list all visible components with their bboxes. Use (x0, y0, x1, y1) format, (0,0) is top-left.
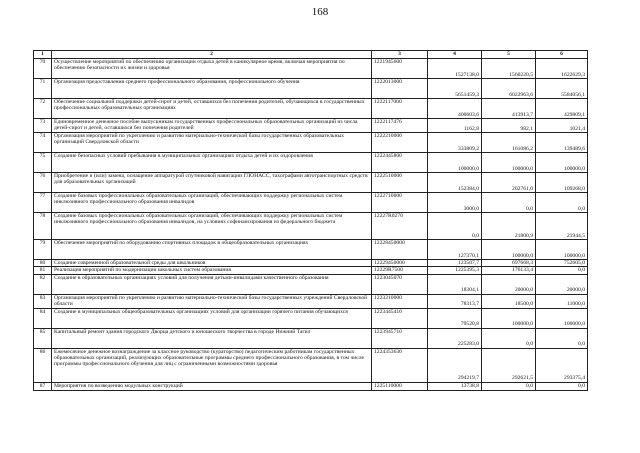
row-value-cell: 1225395,3 (428, 267, 482, 274)
table-row (34, 308, 588, 328)
row-value-cell: 6022963,6 (482, 79, 536, 99)
row-value-cell: 1560220,5 (482, 59, 536, 79)
row-value-cell: 100000,0 (536, 153, 588, 173)
row-value-cell: 100000,0 (482, 240, 536, 260)
row-name-cell: Реализация мероприятий по модернизации школьных систем образования (52, 267, 372, 274)
table-row (34, 260, 588, 267)
row-value-cell: 79520,8 (428, 308, 482, 328)
row-number-cell: 73 (34, 119, 52, 133)
row-name-cell: Создание безопасных условий пребывания в муниципальных организациях отдыха детей и их оздоровления (52, 153, 372, 173)
row-code-cell: 1225110000 (372, 382, 428, 390)
row-value-cell: 292621,5 (482, 348, 536, 382)
header-cell: 1 (34, 51, 52, 59)
table-row (34, 267, 588, 274)
row-number-cell: 70 (34, 59, 52, 79)
table-row (34, 382, 588, 390)
row-code-cell: 1223945710 (372, 328, 428, 348)
row-value-cell: 5651459,3 (428, 79, 482, 99)
row-value-cell: 100000,0 (482, 153, 536, 173)
row-code-cell: 1222117000 (372, 99, 428, 119)
row-name-cell: Создание в образовательных организациях условий для получения детьми-инвалидами качественного образования (52, 274, 372, 294)
row-value-cell: 176133,4 (482, 267, 536, 274)
row-value-cell: 139489,6 (536, 133, 588, 153)
row-value-cell: 333809,2 (428, 133, 482, 153)
row-name-cell: Обеспечение социальной поддержки детей-сирот и детей, оставшихся без попечения родителей, обучающихся в государственных профессиональных образовательных организациях (52, 99, 372, 119)
row-value-cell: 225283,0 (428, 328, 482, 348)
row-name-cell: Организация мероприятий по укреплению и развитию материально-технической базы государственных учреждений Свердловской области (52, 294, 372, 308)
row-value-cell: 18304,1 (428, 274, 482, 294)
row-value-cell: 0,0 (536, 382, 588, 390)
row-value-cell: 202761,0 (482, 173, 536, 193)
row-code-cell: 1223045070 (372, 274, 428, 294)
row-value-cell: 100000,0 (482, 308, 536, 328)
row-code-cell: 12229450000 (372, 260, 428, 267)
row-value-cell: 0,0 (536, 328, 588, 348)
row-value-cell: 3000,0 (428, 193, 482, 213)
row-name-cell: Создание современной образовательной среды для школьников (52, 260, 372, 267)
row-number-cell: 71 (34, 79, 52, 99)
row-value-cell: 123507,7 (428, 260, 482, 267)
row-value-cell: 5584056,1 (536, 79, 588, 99)
row-code-cell: 1222210000 (372, 133, 428, 153)
row-value-cell: 100000,0 (428, 153, 482, 173)
header-cell: 5 (482, 51, 536, 59)
row-value-cell: 152384,0 (428, 173, 482, 193)
row-code-cell: 1222710000 (372, 193, 428, 213)
row-value-cell: 13738,8 (428, 382, 482, 390)
row-name-cell: Создание в муниципальных общеобразовательных организациях условий для организации горячего питания обучающихся (52, 308, 372, 328)
table-row (34, 348, 588, 382)
row-value-cell: 752605,0 (536, 260, 588, 267)
row-name-cell: Организация мероприятий по укреплению и развитию материально-технической базы государственных образовательных организаций Свердловской области (52, 133, 372, 153)
table-row (34, 133, 588, 153)
table-row (34, 153, 588, 173)
row-number-cell: 75 (34, 153, 52, 173)
row-value-cell: 18500,0 (482, 294, 536, 308)
row-value-cell: 20000,0 (536, 274, 588, 294)
row-name-cell: Единовременное денежное пособие выпускникам государственных профессиональных образовательных организаций из числа детей-сирот и детей, оставшихся без попечения родителей (52, 119, 372, 133)
table-row (34, 240, 588, 260)
row-code-cell: 1222510000 (372, 173, 428, 193)
row-code-cell: 1222013000 (372, 79, 428, 99)
row-value-cell: 400603,6 (428, 99, 482, 119)
row-number-cell: 79 (34, 240, 52, 260)
row-code-cell: 1223210000 (372, 294, 428, 308)
row-number-cell: 80 (34, 260, 52, 267)
row-value-cell: 109268,0 (536, 173, 588, 193)
row-number-cell: 74 (34, 133, 52, 153)
row-value-cell: 0,0 (536, 193, 588, 213)
table-row (34, 79, 588, 99)
row-name-cell: Ежемесячное денежное вознаграждение за классное руководство (кураторство) педагогическим работникам государственных образовательных организаций, реализующих образовательные программы среднего профессионального образования, в том числе программы профессионального обучения для лиц с ограниченными возможностями здоровья (52, 348, 372, 382)
row-name-cell: Организация предоставления среднего профессионального образования, профессионального обучения (52, 79, 372, 99)
header-cell: 6 (536, 51, 588, 59)
row-name-cell: Мероприятия по возведению модульных конструкций (52, 382, 372, 390)
row-number-cell: 84 (34, 308, 52, 328)
row-value-cell: 0,0 (482, 328, 536, 348)
row-number-cell: 78 (34, 213, 52, 240)
page-number: 168 (311, 6, 329, 18)
row-name-cell: Приобретение и (или) замена, оснащение аппаратурой спутниковой навигации ГЛОНАСС, тахографами автотранспортных средств для образовательных организаций (52, 173, 372, 193)
table-row (34, 99, 588, 119)
row-value-cell: 21944,5 (536, 213, 588, 240)
row-code-cell: 1222445800 (372, 153, 428, 173)
table-header-row (34, 51, 588, 59)
table-row (34, 274, 588, 294)
row-value-cell: 1527138,0 (428, 59, 482, 79)
row-value-cell: 0,0 (428, 213, 482, 240)
row-number-cell: 86 (34, 348, 52, 382)
header-cell: 2 (52, 51, 372, 59)
row-value-cell: 0,0 (482, 193, 536, 213)
row-value-cell: 293375,4 (536, 348, 588, 382)
row-code-cell: 1222117476 (372, 119, 428, 133)
row-value-cell: 0,0 (536, 267, 588, 274)
header-cell: 3 (372, 51, 428, 59)
row-number-cell: 87 (34, 382, 52, 390)
table-row (34, 173, 588, 193)
row-value-cell: 127370,1 (428, 240, 482, 260)
row-number-cell: 83 (34, 294, 52, 308)
row-number-cell: 85 (34, 328, 52, 348)
row-number-cell: 77 (34, 193, 52, 213)
row-number-cell: 82 (34, 274, 52, 294)
row-name-cell: Осуществление мероприятий по обеспечению организации отдыха детей в каникулярное время, включая мероприятия по обеспечению безопасности их жизни и здоровья (52, 59, 372, 79)
table-row (34, 59, 588, 79)
row-value-cell: 1622629,3 (536, 59, 588, 79)
row-code-cell: 1223445410 (372, 308, 428, 328)
row-code-cell: 12229R7500 (372, 267, 428, 274)
row-value-cell: 982,1 (482, 119, 536, 133)
row-value-cell: 21800,9 (482, 213, 536, 240)
row-value-cell: 294219,7 (428, 348, 482, 382)
table-row (34, 213, 588, 240)
row-number-cell: 72 (34, 99, 52, 119)
row-value-cell: 1021,4 (536, 119, 588, 133)
table-row (34, 193, 588, 213)
row-value-cell: 0,0 (482, 382, 536, 390)
budget-table (33, 50, 588, 391)
row-number-cell: 81 (34, 267, 52, 274)
row-value-cell: 1162,8 (428, 119, 482, 133)
row-number-cell: 76 (34, 173, 52, 193)
row-value-cell: 161086,2 (482, 133, 536, 153)
table-row (34, 328, 588, 348)
table-row (34, 294, 588, 308)
row-value-cell: 20000,0 (482, 274, 536, 294)
row-value-cell: 11000,0 (536, 294, 588, 308)
row-name-cell: Создание базовых профессиональных образовательных организаций, обеспечивающих поддержку региональных систем инклюзивного профессионального образования инвалидов (52, 193, 372, 213)
row-code-cell: 12228450000 (372, 240, 428, 260)
row-value-cell: 100000,0 (536, 308, 588, 328)
row-name-cell: Создание базовых профессиональных образовательных организаций, обеспечивающих поддержку региональных систем инклюзивного профессионального образования инвалидов, на условиях софинансирования из федерального бюджета (52, 213, 372, 240)
row-value-cell: 429809,1 (536, 99, 588, 119)
row-name-cell: Капитальный ремонт здания городского Дворца детского и юношеского творчества в городе Нижний Тагил (52, 328, 372, 348)
row-code-cell: 1221945600 (372, 59, 428, 79)
row-name-cell: Обеспечение мероприятий по оборудованию спортивных площадок в общеобразовательных организациях (52, 240, 372, 260)
row-value-cell: 100000,0 (536, 240, 588, 260)
header-cell: 4 (428, 51, 482, 59)
row-value-cell: 413913,7 (482, 99, 536, 119)
table-row (34, 119, 588, 133)
row-code-cell: 12227R0270 (372, 213, 428, 240)
row-code-cell: 1224353630 (372, 348, 428, 382)
row-value-cell: 697668,3 (482, 260, 536, 267)
row-value-cell: 78313,7 (428, 294, 482, 308)
